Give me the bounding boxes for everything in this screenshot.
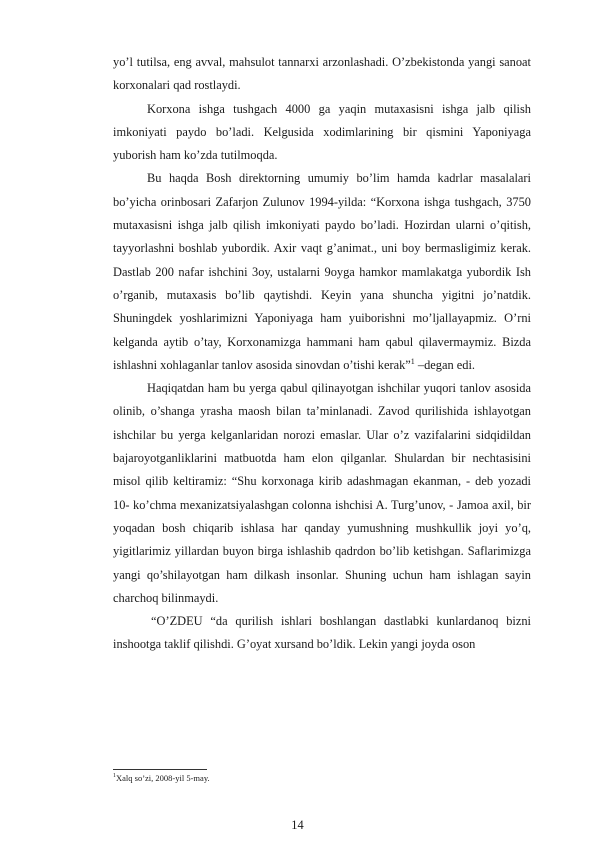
footnote-divider bbox=[113, 769, 207, 770]
footnote-marker: 1 bbox=[113, 773, 116, 780]
footnote-reference[interactable]: 1 bbox=[410, 356, 415, 366]
quote-text: Bu haqda Bosh direktorning umumiy bo’lim hamda kadrlar masalalari bo’yicha orinbosari Zafarjon Zulunov 1994-yilda: “Korxona ishga tushgach, 3750 mutaxasisni ishga jalb qilish imkoniyati paydo bo’ladi. Hozirdan ularni o’qitish, tayyorlashni boshlab yubordik. Axir vaqt g’animat., uni boy bermasligimiz kerak. Dastlab 200 nafar ishchini 3oy, ustalarni 9oyga hamkor mamlakatga yubordik Ish o’rganib, mutaxasis bo’lib qaytishdi. Keyin yana shuncha yigitni jo’natdik. Shuningdek yoshlarimizni Yaponiyaga ham yuiborishni mo’ljallayapmiz. O’rni kelganda aytib o’tay, Korxonamizga hammani ham qabul qilavermaymiz. Bizda ishlashni xohlaganlar tanlov asosida sinovdan o’tishi kerak” bbox=[113, 171, 531, 372]
paragraph-1: yo’l tutilsa, eng avval, mahsulot tannarxi arzonlashadi. O’zbekistonda yangi sanoat korxonalari qad rostlaydi. bbox=[113, 55, 531, 93]
body-text bbox=[113, 51, 531, 657]
paragraph-3 bbox=[113, 167, 531, 377]
footnote-text: Xalq so’zi, 2008-yil 5-may. bbox=[116, 773, 210, 783]
footnote bbox=[113, 773, 210, 784]
paragraph-2: Korxona ishga tushgach 4000 ga yaqin mutaxasisni ishga jalb qilish imkoniyati paydo bo’ladi. Kelgusida xodimlarining bir qismini Yaponiyaga yuborish ham ko’zda tutilmoqda. bbox=[113, 101, 531, 163]
paragraph-4: Haqiqatdan ham bu yerga qabul qilinayotgan ishchilar yuqori tanlov asosida olinib, o’shanga yrasha maosh bilan ta’minlanadi. Zavod qurilishida ishlayotgan ishchilar bu yerga kelganlaridan norozi emaslar. Ular o’z vazifalarini sidqidildan bajaroyotganliklarini matbuotda ham elon qilganlar. Shulardan bir nechtasisini misol qilib keltiramiz: “Shu korxonaga kirib adashmagan ekanman, - deb yozadi 10- ko’chma mexanizatsiyalashgan colonna ishchisi A. Turg’unov, - Jamoa axil, bir yoqadan bosh chiqarib ishlasa har qanday yumushning mushkullik joyi yo’q, yigitlarimiz yillardan buyon birga ishlashib qadrdon bo’lib ketishgan. Saflarimizga yangi qo’shilayotgan ham dilkash insonlar. Shuning uchun ham ishlagan sayin charchoq bilinmaydi. bbox=[113, 381, 531, 605]
paragraph-5: “O’ZDEU “da qurilish ishlari boshlangan dastlabki kunlardanoq bizni inshootga taklif qilishdi. G’oyat xursand bo’ldik. Lekin yangi joyda oson bbox=[113, 614, 531, 652]
quote-attribution: –degan edi. bbox=[417, 357, 476, 372]
page-number: 14 bbox=[291, 818, 304, 832]
